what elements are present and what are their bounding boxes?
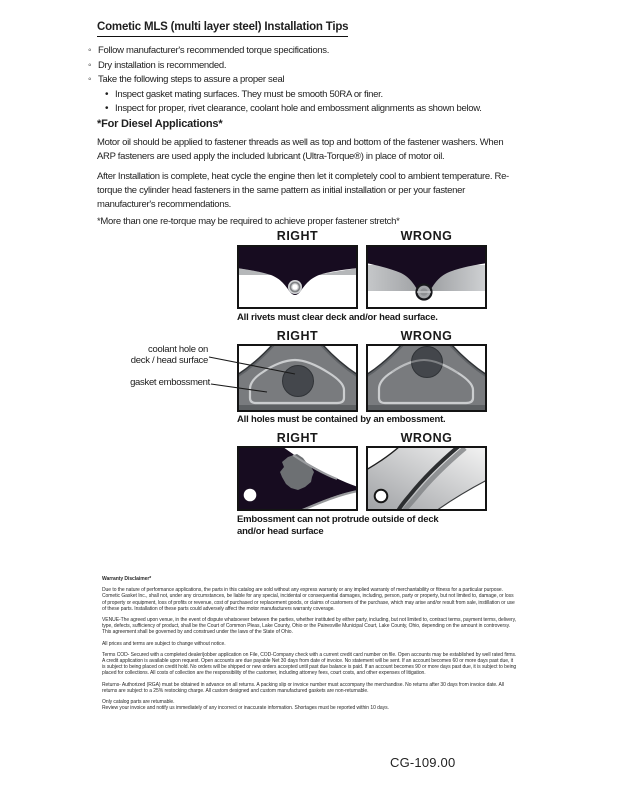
wrong-label: WRONG	[400, 329, 453, 343]
list-item: • Inspect for proper, rivet clearance, coolant hole and embossment alignments as shown below.	[105, 102, 518, 117]
list-item: ◦ Dry installation is recommended.	[88, 59, 518, 74]
diagram1-labels	[237, 229, 487, 243]
warranty-paragraph: Due to the nature of performance applications, the parts in this catalog are sold without any express warranty or any implied warranty of merchantability or fitness for a particular purpose. Cometic Gasket Inc., shall not, under any circumstances, be liable for any special, incidental or consequential damages, including, person, party or property, but not limited to, damage, or loss of property or equipment, loss of profits or revenue, cost of purchased or replacement goods, or claims of customers of the purchase, which may arise and/or result from sale, instillation or use of these parts. Installation of these parts could adversely affect the motor manufacturers warranty coverage.	[102, 587, 515, 612]
diesel-paragraph-1: Motor oil should be applied to fastener threads as well as top and bottom of the fastener washers. When ARP fasteners are used apply the included lubricant (Ultra-Torque®) in place of motor oil.	[97, 137, 504, 162]
coolant-hole-annotation: coolant hole on deck / head surface	[130, 344, 208, 366]
right-label: RIGHT	[276, 329, 319, 343]
diesel-paragraph-2: After Installation is complete, heat cycle the engine then let it completely cool to ambient temperature. Re-torque the cylinder head fasteners in the same pattern as initial installation or per your fastener manufacturer's recommendations.	[97, 171, 509, 210]
wrong-label: WRONG	[400, 229, 453, 243]
list-item: ◦ Take the following steps to assure a proper seal	[88, 73, 518, 88]
page-title: Cometic MLS (multi layer steel) Installation Tips	[97, 21, 348, 37]
diagram1-caption: All rivets must clear deck and/or head surface.	[237, 312, 438, 323]
diagram1-boxes	[237, 245, 487, 309]
catalog-page-code: CG-109.00	[390, 755, 456, 770]
retorque-note: *More than one re-torque may be required to achieve proper fastener stretch*	[97, 216, 400, 227]
list-item: • Inspect gasket mating surfaces. They must be smooth 50RA or finer.	[105, 88, 518, 103]
warranty-disclaimer-heading: Warranty Disclaimer*	[102, 576, 152, 582]
diagram3-boxes	[237, 446, 487, 511]
wrong-label: WRONG	[400, 431, 453, 445]
diagram2-caption: All holes must be contained by an embossment.	[237, 414, 446, 425]
rivet-wrong-diagram	[366, 245, 487, 309]
diagram3-labels	[237, 431, 487, 445]
venue-paragraph: VENUE-The agreed upon venue, in the event of dispute whatsoever between the parties, whether instituted by either party, including, but not limited to, contract terms, payment terms, delivery, type, defects, sufficiency of product, shall be the Court of Common Pleas, Lake County, Ohio or the Painesville Municipal Court, Lake County, Ohio, depending on the amount in controversy. This agreement shall be governed by and construed under the laws of the State of Ohio.	[102, 617, 517, 636]
tips-bullet-list	[88, 44, 518, 117]
coolant-hole-wrong-diagram	[366, 344, 487, 412]
rivet-right-diagram	[237, 245, 358, 309]
diagram3-caption: Embossment can not protrude outside of deck and/or head surface	[237, 514, 439, 537]
embossment-right-diagram	[237, 446, 358, 511]
returnable-paragraph: Only catalog parts are returnable. Review your invoice and notify us immediately of any incorrect or inaccurate information. Shortages must be reported within 10 days.	[102, 699, 389, 712]
right-label: RIGHT	[276, 229, 319, 243]
gasket-embossment-annotation: gasket embossment	[130, 377, 210, 388]
right-label: RIGHT	[276, 431, 319, 445]
returns-paragraph: Returns- Authorized (RGA) must be obtained in advance on all returns. A packing slip or invoice number must accompany the merchandise. No returns after 30 days from invoice date. All returns are subject to a 25% restocking charge. All custom designed and custom manufactured gaskets are non-returnable.	[102, 681, 504, 694]
diesel-section-heading: *For Diesel Applications*	[97, 118, 223, 130]
legal-fine-print	[102, 576, 517, 716]
list-item: ◦ Follow manufacturer's recommended torque specifications.	[88, 44, 518, 59]
embossment-wrong-diagram	[366, 446, 487, 511]
prices-paragraph: All prices and terms are subject to change without notice.	[102, 640, 226, 647]
terms-paragraph: Terms COD- Secured with a completed dealer/jobber application on File, COD-Company check with a current credit card number on file. Open accounts may be established by well rated firms. A credit application is available upon request. Open accounts are due payable Net 30 days from date of invoice. No statement will be sent. If an account becomes 60 or more days past due, it is subject to being placed on credit hold. No orders will be shipped or new orders accepted until past due balance is paid. If an account becomes 90 or more days past due, it is subject to being placed for collections. All costs of collection are the responsibility of the customer, including attorney fees, court costs, and other expenses of litigation.	[102, 651, 517, 677]
leader-lines	[205, 352, 305, 397]
diagram2-labels	[237, 329, 487, 343]
